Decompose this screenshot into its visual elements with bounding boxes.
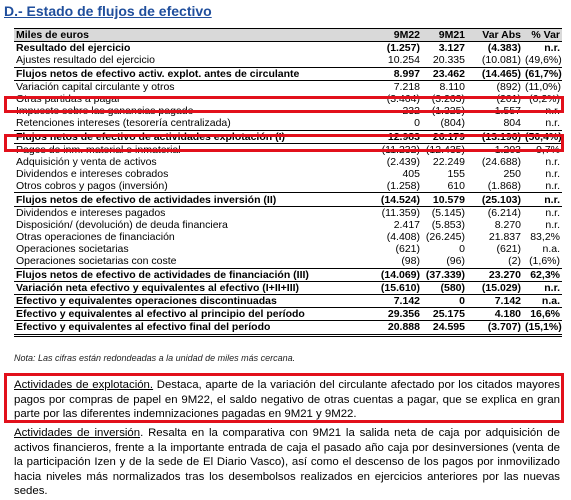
value-var-abs: (621)	[496, 243, 521, 256]
value-9m21: (12.435)	[425, 143, 465, 156]
value-9m21: 0	[459, 243, 465, 256]
value-9m22: (1.257)	[366, 42, 422, 55]
row-label: Disposición/ (devolución) de deuda financiera	[16, 218, 228, 231]
value-9m21: (96)	[422, 255, 467, 268]
value-var-abs: (201)	[496, 93, 521, 106]
value-pct-var: n.r.	[523, 281, 562, 294]
value-var-abs: 1.203	[494, 143, 521, 156]
value-9m22: (98)	[366, 255, 422, 268]
row-label: Otras operaciones de financiación	[16, 231, 175, 244]
value-pct-var: (49,6%)	[525, 54, 562, 67]
value-9m22: 12.983	[366, 130, 422, 143]
header-label: Miles de euros	[14, 29, 366, 42]
value-pct-var: n.r.	[523, 42, 562, 55]
value-9m22: (621)	[395, 243, 420, 256]
value-9m22: 29.356	[366, 308, 422, 321]
value-var-abs: (892)	[496, 80, 521, 93]
value-9m21: (804)	[440, 117, 465, 130]
table-row	[14, 180, 562, 193]
row-label: Otros cobros y pagos (inversión)	[14, 180, 366, 193]
section-title: D.- Estado de flujos de efectivo	[4, 3, 212, 19]
row-label: Flujos netos de efectivo activ. explot. antes de circulante	[14, 67, 366, 80]
value-pct-var: 83,2%	[530, 231, 560, 244]
table-row	[14, 42, 562, 55]
row-label: Pagos de inm. material e inmaterial	[16, 143, 181, 156]
value-pct-var: n.r.	[545, 155, 560, 168]
value-9m22: 0	[414, 117, 420, 130]
row-label: Ajustes resultado del ejercicio	[16, 54, 155, 67]
paragraph-inversion	[14, 426, 560, 499]
value-9m21: 10.579	[422, 193, 467, 206]
paragraph-heading: Actividades de inversión	[14, 427, 141, 439]
cash-flow-table	[14, 28, 562, 337]
value-9m21: 0	[422, 294, 467, 307]
value-var-abs: 4.180	[467, 308, 523, 321]
value-var-abs: 1.557	[494, 105, 521, 118]
value-var-abs: (6.214)	[487, 206, 521, 219]
value-9m21: 610	[422, 180, 467, 193]
value-var-abs: 23.270	[467, 268, 523, 281]
value-pct-var: n.r.	[545, 206, 560, 219]
row-label: Retenciones intereses (tesorería centralizada)	[16, 117, 231, 130]
value-pct-var: n.r.	[523, 193, 562, 206]
paragraph-text: Destaca, aparte de la variación del circulante afectado por los citados mayores pagos por compras de papel en 9M22, el saldo negativo de otras cuentas a pagar, que se explica en gran parte por las diferentes indemnizaciones pagadas en 9M21 y 9M22.	[14, 379, 560, 420]
value-9m22: 20.888	[366, 321, 422, 335]
table-row	[14, 168, 562, 180]
header-var-abs: Var Abs	[467, 29, 523, 42]
value-pct-var: n.a.	[523, 294, 562, 307]
value-9m22: (11.232)	[381, 143, 420, 156]
row-label: Dividendos e intereses cobrados	[16, 168, 169, 181]
value-9m22: (1.258)	[366, 180, 422, 193]
value-pct-var: n.r.	[545, 168, 560, 181]
value-var-abs: 21.837	[488, 231, 521, 244]
row-label: Flujos netos de efectivo de actividades explotación (I)	[14, 130, 366, 143]
value-pct-var: (50,4%)	[525, 130, 562, 143]
value-9m21: (37.339)	[422, 268, 467, 281]
value-var-abs: (3.707)	[467, 321, 523, 335]
row-label: Otras partidas a pagar	[16, 93, 121, 106]
table-row	[14, 321, 562, 335]
value-9m21: 23.462	[422, 67, 467, 80]
table-note: Nota: Las cifras están redondeadas a la unidad de miles más cercana.	[14, 353, 296, 363]
table-row	[14, 67, 562, 80]
header-9m21: 9M21	[422, 29, 467, 42]
value-9m22: (4.408)	[386, 231, 420, 244]
row-label: Operaciones societarias con coste	[14, 255, 366, 268]
table-row	[14, 156, 562, 168]
table-row	[14, 294, 562, 307]
value-pct-var: n.r.	[523, 180, 562, 193]
table-row	[14, 54, 562, 67]
row-label: Dividendos e intereses pagados	[16, 206, 166, 219]
value-9m22: (14.524)	[366, 193, 422, 206]
value-pct-var: n.r.	[545, 117, 560, 130]
table-row	[14, 105, 562, 117]
row-label: Impuesto sobre las ganancias pagado	[16, 105, 194, 118]
value-pct-var: 16,6%	[523, 308, 562, 321]
value-9m21: 155	[447, 168, 465, 181]
row-label: Variación neta efectivo y equivalentes al efectivo (I+II+III)	[14, 281, 366, 294]
value-9m21: 25.175	[422, 308, 467, 321]
value-9m21: (5.853)	[431, 218, 465, 231]
row-label: Operaciones societarias	[16, 243, 129, 256]
value-9m21: (5.145)	[431, 206, 465, 219]
table-row	[14, 255, 562, 268]
value-9m22: 10.254	[387, 54, 420, 67]
row-label: Flujos netos de efectivo de actividades de financiación (III)	[14, 268, 366, 281]
value-9m22: (3.464)	[386, 93, 420, 106]
value-pct-var: n.r.	[545, 105, 560, 118]
value-9m21: (26.245)	[425, 231, 465, 244]
header-pct-var: % Var	[523, 29, 562, 42]
table-row	[14, 193, 562, 206]
value-var-abs: (1.868)	[467, 180, 523, 193]
table-row	[14, 130, 562, 143]
value-var-abs: (24.688)	[481, 155, 521, 168]
value-9m21: 26.179	[422, 130, 467, 143]
value-pct-var: (61,7%)	[525, 67, 562, 80]
value-var-abs: (14.465)	[467, 67, 523, 80]
table-row	[14, 308, 562, 321]
row-label: Efectivo y equivalentes al efectivo final del período	[14, 321, 366, 335]
value-pct-var: (15,1%)	[525, 321, 562, 334]
value-var-abs: (10.081)	[481, 54, 521, 67]
value-9m22: 7.142	[366, 294, 422, 307]
row-label: Efectivo y equivalentes al efectivo al principio del período	[14, 308, 366, 321]
value-9m22: 405	[402, 168, 420, 181]
value-pct-var: (11,0%)	[525, 80, 561, 93]
paragraph-text: . Resalta en la comparativa con 9M21 la salida neta de caja por adquisición de activos financieros, frente a la importante entrada de caja el pasado año caja por desinversiones (venta de la participación Izen y de la sede de El Diario Vasco), así como el descenso de los pagos por inmovilizado hacia niveles más normalizados tras los desembolsos realizados en ejercicios anteriores por las nuevas sedes.	[14, 427, 560, 497]
value-9m21: 22.249	[432, 155, 465, 168]
value-var-abs: (15.029)	[467, 281, 523, 294]
value-var-abs: (25.103)	[467, 193, 523, 206]
value-9m21: (3.263)	[431, 93, 465, 106]
value-9m21: 8.110	[439, 80, 465, 93]
value-9m22: (2.439)	[386, 155, 420, 168]
value-9m22: 2.417	[393, 218, 420, 231]
row-label: Variación capital circulante y otros	[16, 80, 175, 93]
cash-flow-table-container	[14, 28, 562, 337]
value-var-abs: 250	[503, 168, 521, 181]
value-pct-var: n.a.	[542, 243, 560, 256]
value-9m22: (15.610)	[366, 281, 422, 294]
value-9m21: 20.335	[432, 54, 465, 67]
table-row	[14, 268, 562, 281]
value-9m21: 3.127	[422, 42, 467, 55]
value-var-abs: 7.142	[467, 294, 523, 307]
value-pct-var: 9,7%	[536, 143, 560, 156]
value-var-abs: (13.196)	[467, 130, 523, 143]
value-pct-var: (6,2%)	[529, 93, 560, 106]
value-var-abs: (4.383)	[467, 42, 523, 55]
table-row	[14, 243, 562, 255]
row-label: Resultado del ejercicio	[14, 42, 366, 55]
value-var-abs: (2)	[467, 255, 523, 268]
value-9m22: (11.359)	[381, 206, 420, 219]
paragraph-heading: Actividades de explotación.	[14, 379, 154, 391]
row-label: Flujos netos de efectivo de actividades inversión (II)	[14, 193, 366, 206]
table-row	[14, 80, 562, 93]
value-9m21: (580)	[422, 281, 467, 294]
value-9m22: 232	[402, 105, 420, 118]
value-pct-var: n.r.	[545, 218, 560, 231]
table-row	[14, 93, 562, 105]
paragraph-explotacion	[14, 378, 560, 422]
table-row	[14, 281, 562, 294]
value-9m21: (1.325)	[431, 105, 465, 118]
table-row	[14, 143, 562, 156]
value-9m22: 7.218	[393, 80, 420, 93]
value-pct-var: (1,6%)	[523, 255, 562, 268]
value-var-abs: 804	[503, 117, 521, 130]
row-label: Efectivo y equivalentes operaciones discontinuadas	[14, 294, 366, 307]
table-row	[14, 219, 562, 231]
header-9m22: 9M22	[366, 29, 422, 42]
value-9m21: 24.595	[422, 321, 467, 335]
table-row	[14, 231, 562, 243]
value-var-abs: 8.270	[494, 218, 521, 231]
row-label: Adquisición y venta de activos	[16, 155, 157, 168]
table-row	[14, 117, 562, 130]
value-9m22: 8.997	[366, 67, 422, 80]
value-pct-var: 62,3%	[523, 268, 562, 281]
table-row	[14, 206, 562, 219]
value-9m22: (14.069)	[366, 268, 422, 281]
table-header-row	[14, 29, 562, 42]
